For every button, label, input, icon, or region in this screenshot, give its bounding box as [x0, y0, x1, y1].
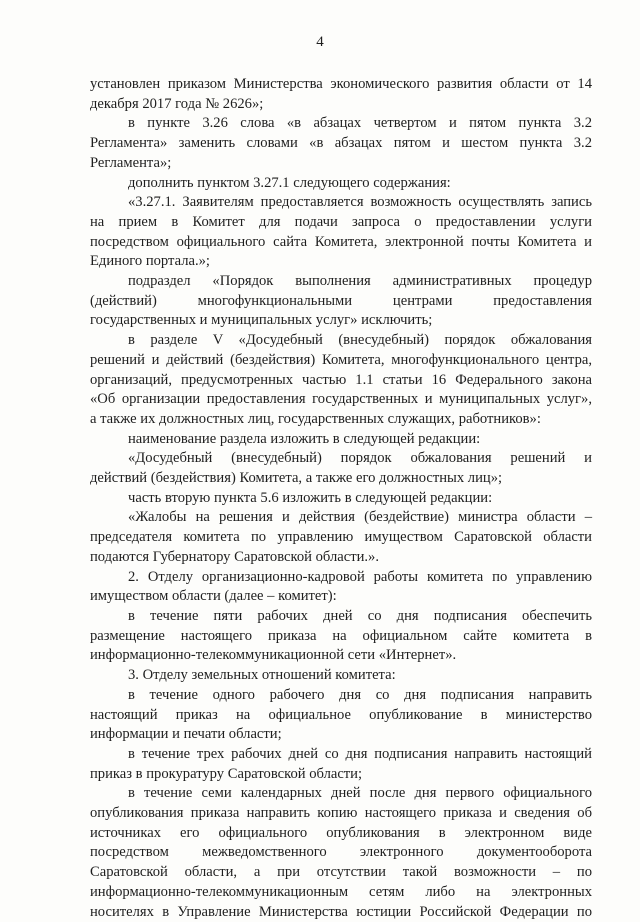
text-line: часть вторую пункта 5.6 изложить в следующей редакции:: [128, 489, 493, 506]
text-line: в течение одного рабочего дня со дня подписания направить: [128, 686, 592, 703]
text-line: информационно-телекоммуникационным сетям либо на электронных: [90, 883, 592, 900]
text-line: настоящий приказ на официальное опубликование в министерство: [90, 706, 592, 723]
text-line: установлен приказом Министерства экономического развития области от 14: [90, 76, 592, 92]
text-line: «3.27.1. Заявителям предоставляется возможность осуществлять запись: [128, 194, 592, 211]
text-line: в течение пяти рабочих дней со дня подписания обеспечить: [128, 607, 592, 624]
text-line: Регламента»;: [90, 154, 172, 171]
text-line: подаются Губернатору Саратовской области.».: [90, 548, 379, 565]
text-line: в разделе V «Досудебный (внесудебный) порядок обжалования: [128, 332, 592, 349]
text-line: информационно-телекоммуникационной сети «Интернет».: [90, 647, 457, 664]
text-line: «Досудебный (внесудебный) порядок обжалования решений и: [128, 450, 592, 467]
text-line: организаций, предусмотренных частью 1.1 статьи 16 Федерального закона: [90, 371, 592, 388]
text-line: 2. Отделу организационно-кадровой работы комитета по управлению: [128, 568, 592, 585]
text-line: информации и печати области;: [90, 726, 282, 743]
text-line: размещение настоящего приказа на официальном сайте комитета в: [90, 627, 592, 644]
text-line: дополнить пунктом 3.27.1 следующего содержания:: [128, 174, 451, 191]
text-line: посредством межведомственного электронного документооборота: [90, 844, 592, 861]
text-line: решений и действий (бездействия) Комитета, многофункционального центра,: [90, 351, 592, 368]
text-line: 3. Отделу земельных отношений комитета:: [128, 667, 396, 684]
text-line: в течение трех рабочих дней со дня подписания направить настоящий: [128, 745, 592, 762]
page-number: 4: [316, 34, 324, 50]
document-body: [90, 75, 592, 922]
text-line: Единого портала.»;: [90, 253, 210, 270]
text-line: председателя комитета по управлению имуществом Саратовской области: [90, 529, 592, 546]
text-line: в течение семи календарных дней после дня первого официального: [128, 785, 592, 802]
text-line: приказ в прокуратуру Саратовской области;: [90, 765, 363, 782]
text-line: посредством официального сайта Комитета, электронной почты Комитета и: [90, 233, 592, 250]
text-line: имуществом области (далее – комитет):: [90, 588, 337, 605]
text-line: носителях в Управление Министерства юстиции Российской Федерации по: [90, 903, 592, 920]
text-line: «Жалобы на решения и действия (бездействие) министра области –: [128, 509, 592, 526]
text-line: государственных и муниципальных услуг» исключить;: [90, 312, 433, 329]
text-line: (действий) многофункциональными центрами предоставления: [90, 292, 592, 309]
text-line: Регламента» заменить словами «в абзацах пятом и шестом пункта 3.2: [90, 135, 592, 152]
text-line: наименование раздела изложить в следующей редакции:: [128, 430, 481, 447]
text-line: в пункте 3.26 слова «в абзацах четвертом и пятом пункта 3.2: [128, 115, 592, 132]
text-line: «Об организации предоставления государственных и муниципальных услуг»,: [90, 391, 592, 408]
text-line: опубликования приказа направить копию настоящего приказа и сведения об: [90, 805, 592, 822]
text-line: источниках его официального опубликования в электронном виде: [90, 824, 592, 841]
text-line: декабря 2017 года № 2626»;: [90, 95, 264, 112]
text-line: на прием в Комитет для подачи запроса о предоставлении услуги: [90, 213, 592, 230]
text-line: а также их должностных лиц, государственных служащих, работников»:: [90, 410, 541, 427]
text-line: подраздел «Порядок выполнения административных процедур: [128, 273, 592, 290]
text-line: действий (бездействия) Комитета, а также его должностных лиц»;: [90, 470, 503, 487]
text-line: Саратовской области, а при отсутствии такой возможности – по: [90, 864, 592, 881]
